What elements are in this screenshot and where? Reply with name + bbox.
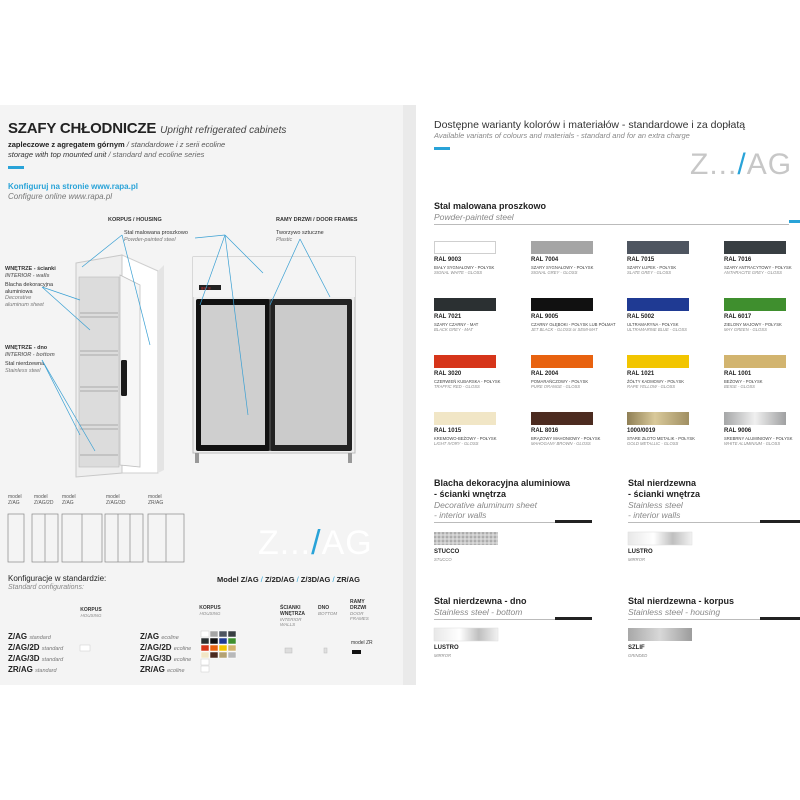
color-code: RAL 1021 [627, 371, 655, 377]
model-watermark-left: Z.../AG [258, 524, 373, 562]
color-code: RAL 9003 [434, 257, 462, 263]
model-thumb-5-l1: model [148, 494, 162, 500]
model-watermark-right: Z.../AG [690, 148, 793, 181]
color-name-en: GOLD METALLIC - GLOSS [627, 441, 679, 446]
color-name-en: WHITE ALUMINIUM - GLOSS [724, 441, 781, 446]
color-name-pl: SZARY ANTRACYTOWY - POŁYSK [724, 265, 792, 270]
color-name-pl: STARE ZŁOTO METALIK - POŁYSK [627, 436, 695, 441]
section-steel-walls-title-2: - ścianki wnętrza [628, 489, 701, 499]
section-alu-subtitle-2: - interior walls [434, 510, 487, 520]
color-code: RAL 2004 [531, 371, 559, 377]
config-row-right-1-series: ecoline [161, 635, 179, 641]
label-interior-walls-pl: WNĘTRZE - ścianki [5, 266, 56, 272]
color-code: RAL 8016 [531, 428, 559, 434]
color-name-pl: ZIELONY MAJOWY - POŁYSK [724, 322, 782, 327]
color-name [724, 265, 792, 275]
color-code: RAL 9005 [531, 314, 559, 320]
color-name-en: LIGHT IVORY - GLOSS [434, 441, 479, 446]
subtitle-pl-main: zapleczowe z agregatem górnym [8, 140, 125, 149]
color-code: RAL 1015 [434, 428, 462, 434]
color-code: RAL 5002 [627, 314, 655, 320]
section-steel-walls-subtitle-1: Stainless steel [628, 500, 683, 510]
label-decorative-3: Decorative [5, 295, 32, 301]
color-name [434, 265, 494, 275]
color-swatch [627, 298, 689, 311]
stucco-sub-text: STUCCO [434, 557, 452, 562]
config-row-right-1-model: Z/AG [140, 632, 160, 641]
color-code: RAL 1001 [724, 371, 752, 377]
model-thumb-2-l1: model [34, 494, 48, 500]
col-header-bottom [318, 605, 340, 616]
color-name-en: ANTHRACITE GREY - GLOSS [724, 270, 782, 275]
section-accent [789, 220, 800, 223]
model-line-prefix: Model Z/AG [217, 575, 259, 584]
subtitle-en-main: storage with top mounted unit [8, 150, 107, 159]
color-name-en: RAPE YELLOW - GLOSS [627, 384, 676, 389]
color-name-en: PURE ORANGE - GLOSS [531, 384, 581, 389]
color-name [627, 265, 676, 275]
color-swatch [627, 355, 689, 368]
accent-bar [8, 166, 24, 169]
model-thumb-4 [106, 494, 125, 506]
color-name [627, 436, 695, 446]
grinded-sub [628, 653, 647, 658]
col-header-door-frames [350, 599, 376, 621]
config-row-left-4-model: ZR/AG [8, 665, 33, 674]
color-swatch [434, 355, 496, 368]
label-decorative-2: aluminiowa [5, 288, 33, 295]
color-name-pl: KREMOWO-BEŻOWY - POŁYSK [434, 436, 497, 441]
color-code: RAL 7021 [434, 314, 462, 320]
mirror-bottom-sub [434, 653, 451, 658]
stucco-sub [434, 557, 452, 562]
section-powder-subtitle: Powder-painted steel [434, 212, 514, 222]
config-row-right-4-series: ecoline [167, 668, 185, 674]
col-model-zr: model ZR [351, 640, 373, 646]
col-walls-en: INTERIOR WALLS [280, 617, 302, 627]
color-name [434, 322, 478, 332]
mirror-walls-label: LUSTRO [628, 549, 653, 555]
color-name [627, 379, 684, 389]
config-row-left-3-model: Z/AG/3D [8, 654, 40, 663]
section-housing-subtitle: Stainless steel - housing [628, 607, 721, 617]
right-title: Dostępne warianty kolorów i materiałów - standardowe i za dopłatą [434, 119, 746, 131]
section-steel-walls-subtitle [628, 500, 683, 520]
model-thumb-3 [62, 494, 76, 506]
grinded-sub-text: GRINDED [628, 653, 648, 658]
accent-alu [555, 520, 592, 523]
section-alu-subtitle [434, 500, 537, 520]
configure-link-pl[interactable]: Konfiguruj na stronie www.rapa.pl [8, 182, 138, 191]
config-row-left-2-series: standard [41, 646, 64, 652]
col-bottom-en: BOTTOM [318, 611, 338, 616]
mirror-bottom-label: LUSTRO [434, 645, 459, 651]
color-name-pl: SZARY ŁUPEK - POŁYSK [627, 265, 677, 270]
stucco-swatch [434, 532, 498, 545]
config-row-right-2-model: Z/AG/2D [140, 643, 172, 652]
model-line-item-1: Z/2D/AG [264, 575, 295, 584]
grinded-swatch [628, 628, 692, 641]
config-row-left-4-series: standard [35, 668, 57, 674]
section-bottom-title: Stal nierdzewna - dno [434, 596, 527, 606]
color-name-en: MAHOGANY BROWN - GLOSS [531, 441, 591, 446]
title-pl: SZAFY CHŁODNICZE [8, 120, 157, 137]
color-swatch [724, 412, 786, 425]
color-swatch [724, 241, 786, 254]
title-en: Upright refrigerated cabinets [160, 125, 287, 136]
color-code: RAL 3020 [434, 371, 462, 377]
color-code: RAL 6017 [724, 314, 752, 320]
section-alu-title [434, 478, 570, 500]
config-row-right-2-series: ecoline [173, 646, 192, 652]
col-housing-1-en: HOUSING [80, 613, 102, 618]
color-swatch [531, 412, 593, 425]
color-name [724, 322, 782, 332]
configure-link-en[interactable]: Configure online www.rapa.pl [8, 192, 113, 201]
stucco-label: STUCCO [434, 549, 460, 555]
color-name-en: TRAFFIC RED - GLOSS [434, 384, 480, 389]
color-name-pl: ULTRAMARYNA - POŁYSK [627, 322, 679, 327]
color-swatch [531, 355, 593, 368]
color-name-pl: CZARNY GŁĘBOKI - POŁYSK LUB PÓŁMAT [531, 322, 616, 327]
model-thumb-2 [34, 494, 53, 506]
mirror-walls-sub [628, 557, 645, 562]
label-door-frames-pl: Tworzywo sztuczne [276, 230, 324, 236]
config-row-right-4-model: ZR/AG [140, 665, 165, 674]
color-name [724, 436, 793, 446]
color-name [724, 379, 763, 389]
color-name-pl: BEŻOWY - POŁYSK [724, 379, 763, 384]
section-divider [434, 224, 789, 225]
col-walls-pl: ŚCIANKI WNĘTRZA [280, 605, 305, 617]
config-row-right-3-model: Z/AG/3D [140, 654, 172, 663]
color-code: RAL 7004 [531, 257, 559, 263]
color-name-en: BLACK GREY - MAT [434, 327, 473, 332]
center-gutter [403, 105, 416, 685]
label-interior-bottom-pl: WNĘTRZE - dno [5, 345, 48, 351]
subtitle-en [8, 150, 204, 159]
col-housing-2-pl: KORPUS [199, 605, 221, 611]
model-thumb-1-l2: Z/AG [8, 500, 20, 506]
model-thumb-3-l1: model [62, 494, 76, 500]
color-swatch [531, 298, 593, 311]
subtitle-en-series: / standard and ecoline series [106, 150, 205, 159]
cabinet-illustration [0, 215, 403, 515]
model-thumb-1 [8, 494, 22, 506]
color-name [531, 379, 588, 389]
right-subtitle: Available variants of colours and materials - standard and for an extra charge [434, 131, 690, 140]
color-name-en: JET BLACK - GLOSS or SEMI-MAT [531, 327, 598, 332]
model-line-item-2: Z/3D/AG [300, 575, 331, 584]
color-name-pl: POMARAŃCZOWY - POŁYSK [531, 379, 589, 384]
section-bottom-subtitle: Stainless steel - bottom [434, 607, 523, 617]
label-stainless-pl: Stal nierdzewna [5, 361, 45, 367]
label-door-frames-title: RAMY DRZWI / DOOR FRAMES [276, 217, 358, 223]
section-alu-title-2: - ścianki wnętrza [434, 489, 507, 499]
label-decorative-1: Blacha dekoracyjna [5, 282, 54, 288]
accent-steel-walls [760, 520, 800, 523]
color-name-pl: CZERWIEŃ KUBARSKA - POŁYSK [434, 379, 501, 384]
model-thumb-5-l2: ZR/AG [148, 500, 164, 506]
config-row-left-1-model: Z/AG [8, 632, 28, 641]
subtitle-pl [8, 140, 225, 149]
col-bottom-pl: DNO [318, 605, 330, 611]
config-row-left-1-series: standard [29, 635, 51, 641]
color-name [531, 265, 593, 275]
section-steel-walls-title [628, 478, 700, 500]
color-name [531, 436, 600, 446]
subtitle-pl-series: / standardowe i z serii ecoline [124, 140, 226, 149]
mirror-bottom-sub-text: MIRROR [434, 653, 451, 658]
section-housing-title: Stal nierdzewna - korpus [628, 596, 735, 606]
color-code: RAL 7016 [724, 257, 752, 263]
model-outline-drawings [0, 508, 200, 568]
standard-configs-heading-en: Standard configurations: [8, 584, 84, 591]
color-name-en: MAY GREEN - GLOSS [724, 327, 767, 332]
model-thumb-2-l2: Z/AG/2D [34, 500, 54, 506]
color-swatch [724, 355, 786, 368]
color-name-en: SIGNAL WHITE - GLOSS [434, 270, 483, 275]
accent-bottom [555, 617, 592, 620]
label-door-frames-en: Plastic [276, 236, 293, 243]
mirror-swatch-walls [628, 532, 692, 545]
color-name [434, 379, 500, 389]
color-code: RAL 9006 [724, 428, 752, 434]
config-row-left-3-series: standard [41, 657, 64, 663]
label-interior-bottom-en: INTERIOR - bottom [5, 351, 55, 358]
color-name-pl: SZARY SYGNAŁOWY - POŁYSK [531, 265, 594, 270]
color-code: 1000/0019 [627, 428, 656, 434]
model-thumb-5 [148, 494, 163, 506]
label-stainless-en: Stainless steel [5, 367, 41, 374]
model-line: Model Z/AG / Z/2D/AG / Z/3D/AG / ZR/AG [217, 575, 360, 584]
color-name-pl: ŻÓŁTY KADMOWY - POŁYSK [627, 379, 685, 384]
model-thumb-4-l1: model [106, 494, 120, 500]
section-powder-title: Stal malowana proszkowo [434, 201, 547, 211]
color-swatch [434, 412, 496, 425]
config-row-left-2-model: Z/AG/2D [8, 643, 40, 652]
color-name [627, 322, 687, 332]
color-swatch [724, 298, 786, 311]
grinded-label: SZLIF [628, 645, 645, 651]
color-name-en: SIGNAL GREY - GLOSS [531, 270, 578, 275]
color-name-en: SLATE GREY - GLOSS [627, 270, 672, 275]
color-code: RAL 7015 [627, 257, 655, 263]
page-title [8, 120, 286, 137]
color-name-pl: BIAŁY SYGNAŁOWY - POŁYSK [434, 265, 495, 270]
label-housing-title: KORPUS / HOUSING [108, 217, 162, 223]
color-name-pl: SREBRNY ALUMINIOWY - POŁYSK [724, 436, 793, 441]
col-housing-2-en: HOUSING [199, 611, 221, 616]
right-accent-bar [434, 147, 450, 150]
model-thumb-1-l1: model [8, 494, 22, 500]
mirror-walls-sub-text: MIRROR [628, 557, 645, 562]
col-header-interior-walls [280, 605, 308, 627]
color-name [434, 436, 497, 446]
model-thumb-3-l2: Z/AG [62, 500, 74, 506]
col-header-housing-2 [197, 605, 223, 616]
accent-housing [760, 617, 800, 620]
color-swatch [434, 298, 496, 311]
model-thumb-4-l2: Z/AG/3D [106, 500, 126, 506]
mirror-swatch-bottom [434, 628, 498, 641]
col-header-housing-1 [78, 607, 104, 618]
label-interior-walls-en: INTERIOR - walls [5, 272, 50, 279]
color-swatch [531, 241, 593, 254]
config-row-right-3-series: ecoline [173, 657, 192, 663]
color-name-pl: BRĄZOWY MAHONIOWY - POŁYSK [531, 436, 601, 441]
section-steel-walls-title-1: Stal nierdzewna [628, 478, 697, 488]
section-steel-walls-subtitle-2: - interior walls [628, 510, 681, 520]
color-name-en: ULTRAMARINE BLUE - GLOSS [627, 327, 687, 332]
color-swatch [627, 241, 689, 254]
label-housing-pl: Stal malowana proszkowo [124, 230, 188, 236]
col-frames-pl: RAMY DRZWI [350, 599, 367, 611]
color-swatch [627, 412, 689, 425]
color-name-en: BEIGE - GLOSS [724, 384, 755, 389]
color-name [531, 322, 616, 332]
section-alu-title-1: Blacha dekoracyjna aluminiowa [434, 478, 571, 488]
label-decorative-4: aluminum sheet [5, 301, 44, 308]
col-frames-en: DOOR FRAMES [350, 611, 369, 621]
col-housing-1-pl: KORPUS [80, 607, 102, 613]
color-swatch [434, 241, 496, 254]
config-swatches [0, 628, 403, 688]
label-housing-en: Powder-painted steel [124, 236, 176, 243]
color-name-pl: SZARY CZARNY - MAT [434, 322, 479, 327]
model-line-item-3: ZR/AG [336, 575, 360, 584]
section-alu-subtitle-1: Decorative aluminum sheet [434, 500, 537, 510]
standard-configs-heading: Konfiguracje w standardzie: [8, 574, 107, 583]
cabinet-display-readout: 88:8 [201, 287, 211, 292]
